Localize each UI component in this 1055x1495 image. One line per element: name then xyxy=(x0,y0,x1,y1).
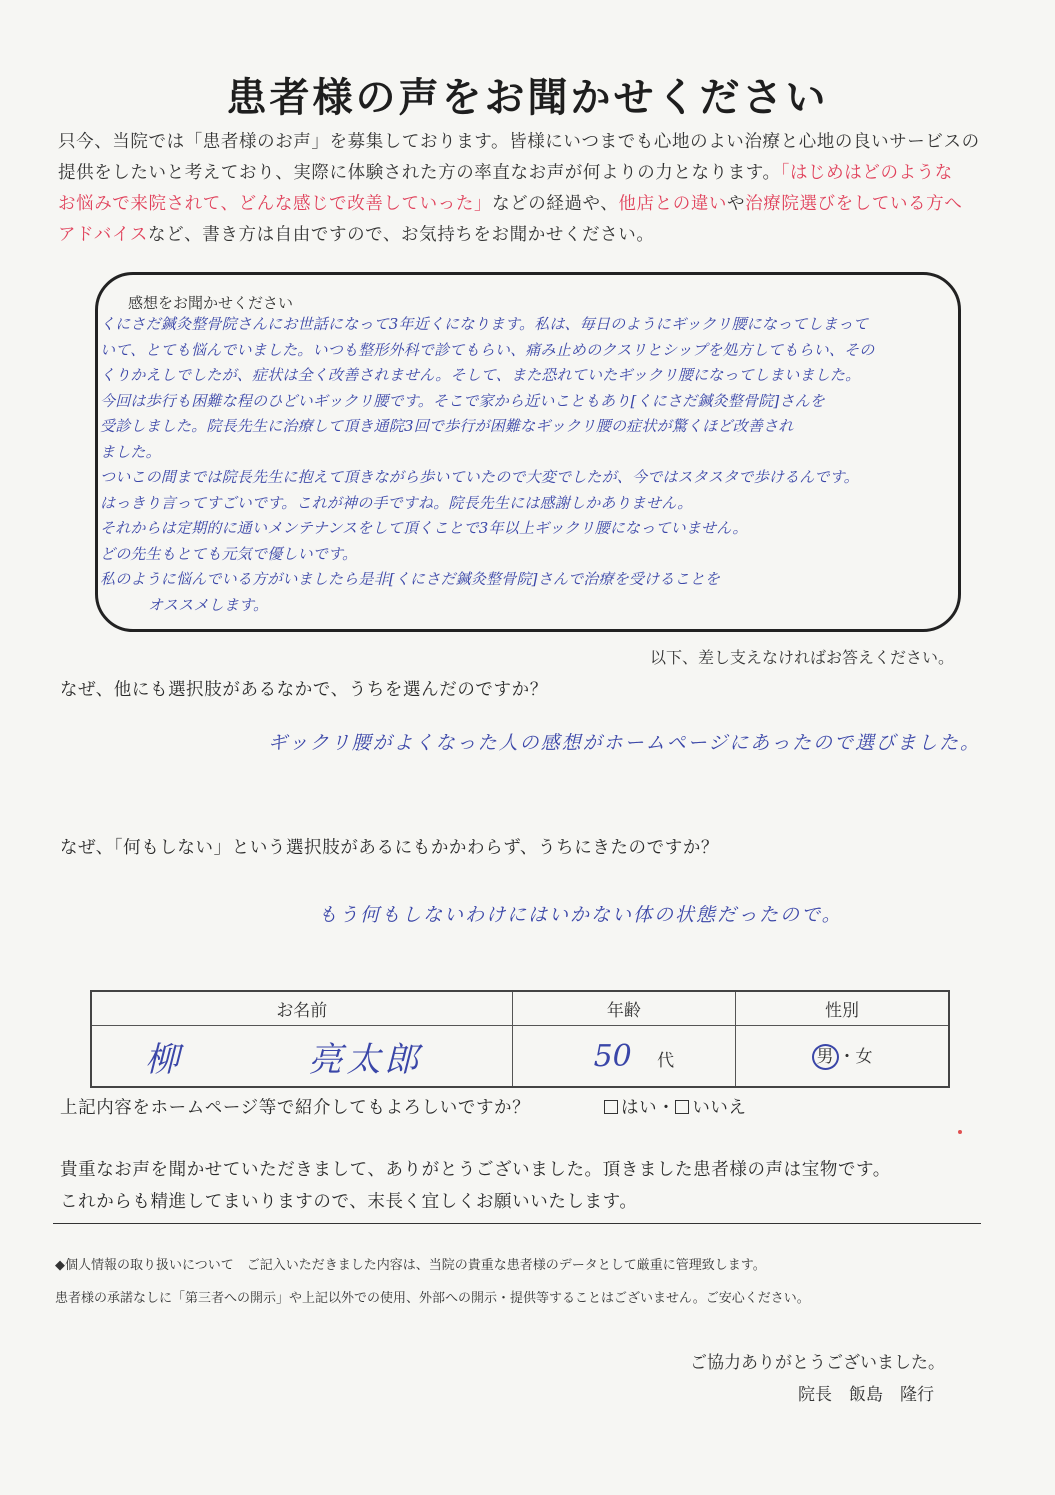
intro-segment: や xyxy=(727,194,746,214)
review-line: それからは定期的に通いメンテナンスをして頂くことで3年以上ギックリ腰になっていません。 xyxy=(100,519,748,537)
intro-segment: 提供をしたいと考えており、実際に体験された方の率直なお声が何よりの力となります。 xyxy=(58,163,781,183)
gender-cell xyxy=(736,1026,949,1088)
gender-female: 女 xyxy=(855,1047,873,1067)
consent-separator: ・ xyxy=(657,1098,676,1118)
thanks-line-2: これからも精進してまいりますので、末長く宜しくお願いいたします。 xyxy=(60,1192,638,1212)
review-line: くにさだ鍼灸整骨院さんにお世話になって3年近くになります。私は、毎日のようにギックリ腰になってしまって xyxy=(100,315,869,333)
gender-male-circled: 男 xyxy=(812,1044,839,1070)
review-line: 受診しました。院長先生に治療して頂き通院3回で歩行が困難なギックリ腰の症状が驚くほど改善され xyxy=(100,417,794,435)
consent-question: 上記内容をホームページ等で紹介してもよろしいですか？ xyxy=(60,1098,531,1118)
page-title: 患者様の声をお聞かせください xyxy=(226,75,829,121)
intro-highlight: 「はじめはどのような xyxy=(780,163,953,183)
closing-thanks: ご協力ありがとうございました。 xyxy=(690,1353,945,1373)
question-2: なぜ、「何もしない」という選択肢があるにもかかわらず、うちにきたのですか？ xyxy=(60,838,720,858)
divider xyxy=(53,1223,981,1224)
table-header-row xyxy=(91,991,949,1026)
intro-segment: などの経過や、 xyxy=(492,194,619,214)
age-header: 年齢 xyxy=(512,991,735,1026)
intro-text xyxy=(58,127,998,251)
director-signature: 院長 飯島 隆行 xyxy=(798,1385,934,1405)
review-line: いて、とても悩んでいました。いつも整形外科で診てもらい、痛み止めのクスリとシップを処方してもらい、その xyxy=(100,340,875,359)
review-label: 感想をお聞かせください xyxy=(128,294,294,312)
intro-line xyxy=(58,158,998,189)
name-cell xyxy=(91,1026,512,1088)
review-line: くりかえしでしたが、症状は全く改善されません。そして、また恐れていたギックリ腰になってしまいました。 xyxy=(100,366,861,384)
review-line: 私のように悩んでいる方がいましたら是非[くにさだ鍼灸整骨院]さんで治療を受けることを xyxy=(100,570,721,588)
review-line: オススメします。 xyxy=(148,595,269,614)
review-line: 今回は歩行も困難な程のひどいギックリ腰です。そこで家から近いこともあり[くにさだ鍼灸整骨院]さんを xyxy=(100,391,826,410)
intro-line: 只今、当院では「患者様のお声」を募集しております。皆様にいつまでも心地のよい治療と心地の良いサービスの xyxy=(58,132,980,152)
consent-options xyxy=(604,1094,747,1119)
intro-line xyxy=(58,220,998,251)
intro-highlight: 他店との違い xyxy=(618,194,728,214)
red-mark-dot xyxy=(958,1130,962,1134)
review-line: ついこの間までは院長先生に抱えて頂きながら歩いていたので大変でしたが、今ではスタスタで歩けるんです。 xyxy=(100,468,859,486)
age-value: 50 xyxy=(593,1038,632,1074)
age-cell xyxy=(512,1026,735,1088)
review-handwritten-text xyxy=(100,312,958,618)
question-1: なぜ、他にも選択肢があるなかで、うちを選んだのですか？ xyxy=(60,680,548,700)
gender-separator: ・ xyxy=(838,1047,856,1067)
optional-note: 以下、差し支えなければお答えください。 xyxy=(650,648,955,667)
consent-no-label: いいえ xyxy=(692,1098,747,1118)
review-line: ました。 xyxy=(100,442,161,461)
name-given: 亮太郎 xyxy=(308,1039,423,1080)
thanks-line-1: 貴重なお声を聞かせていただきまして、ありがとうございました。頂きました患者様の声は宝物です。 xyxy=(60,1160,891,1180)
privacy-line-2: 患者様の承諾なしに「第三者への開示」や上記以外での使用、外部への開示・提供等することはございません。ご安心ください。 xyxy=(55,1291,810,1306)
patient-info-table xyxy=(90,990,950,1088)
review-line: どの先生もとても元気で優しいです。 xyxy=(100,544,358,563)
consent-no-checkbox[interactable] xyxy=(675,1100,689,1114)
age-unit: 代 xyxy=(657,1050,675,1071)
table-value-row xyxy=(91,1026,949,1088)
consent-yes-label: はい xyxy=(621,1098,658,1118)
privacy-line-1: ◆個人情報の取り扱いについて ご記入いただきました内容は、当院の貴重な患者様のデータとして厳重に管理致します。 xyxy=(55,1258,766,1273)
name-header: お名前 xyxy=(91,991,512,1026)
intro-line xyxy=(58,189,998,220)
intro-highlight: 治療院選びをしている方へ xyxy=(745,194,963,214)
answer-2: もう何もしないわけにはいかない体の状態だったので。 xyxy=(318,904,843,926)
gender-header: 性別 xyxy=(736,991,949,1026)
intro-highlight: アドバイス xyxy=(58,225,148,245)
intro-highlight: お悩みで来院されて、どんな感じで改善していった」 xyxy=(58,194,493,214)
consent-yes-checkbox[interactable] xyxy=(604,1100,618,1114)
review-line: はっきり言ってすごいです。これが神の手ですね。院長先生には感謝しかありません。 xyxy=(100,493,693,512)
intro-segment: など、書き方は自由ですので、お気持ちをお聞かせください。 xyxy=(147,225,655,245)
name-family: 柳 xyxy=(145,1039,183,1080)
answer-1: ギックリ腰がよくなった人の感想がホームページにあったので選びました。 xyxy=(268,732,982,754)
